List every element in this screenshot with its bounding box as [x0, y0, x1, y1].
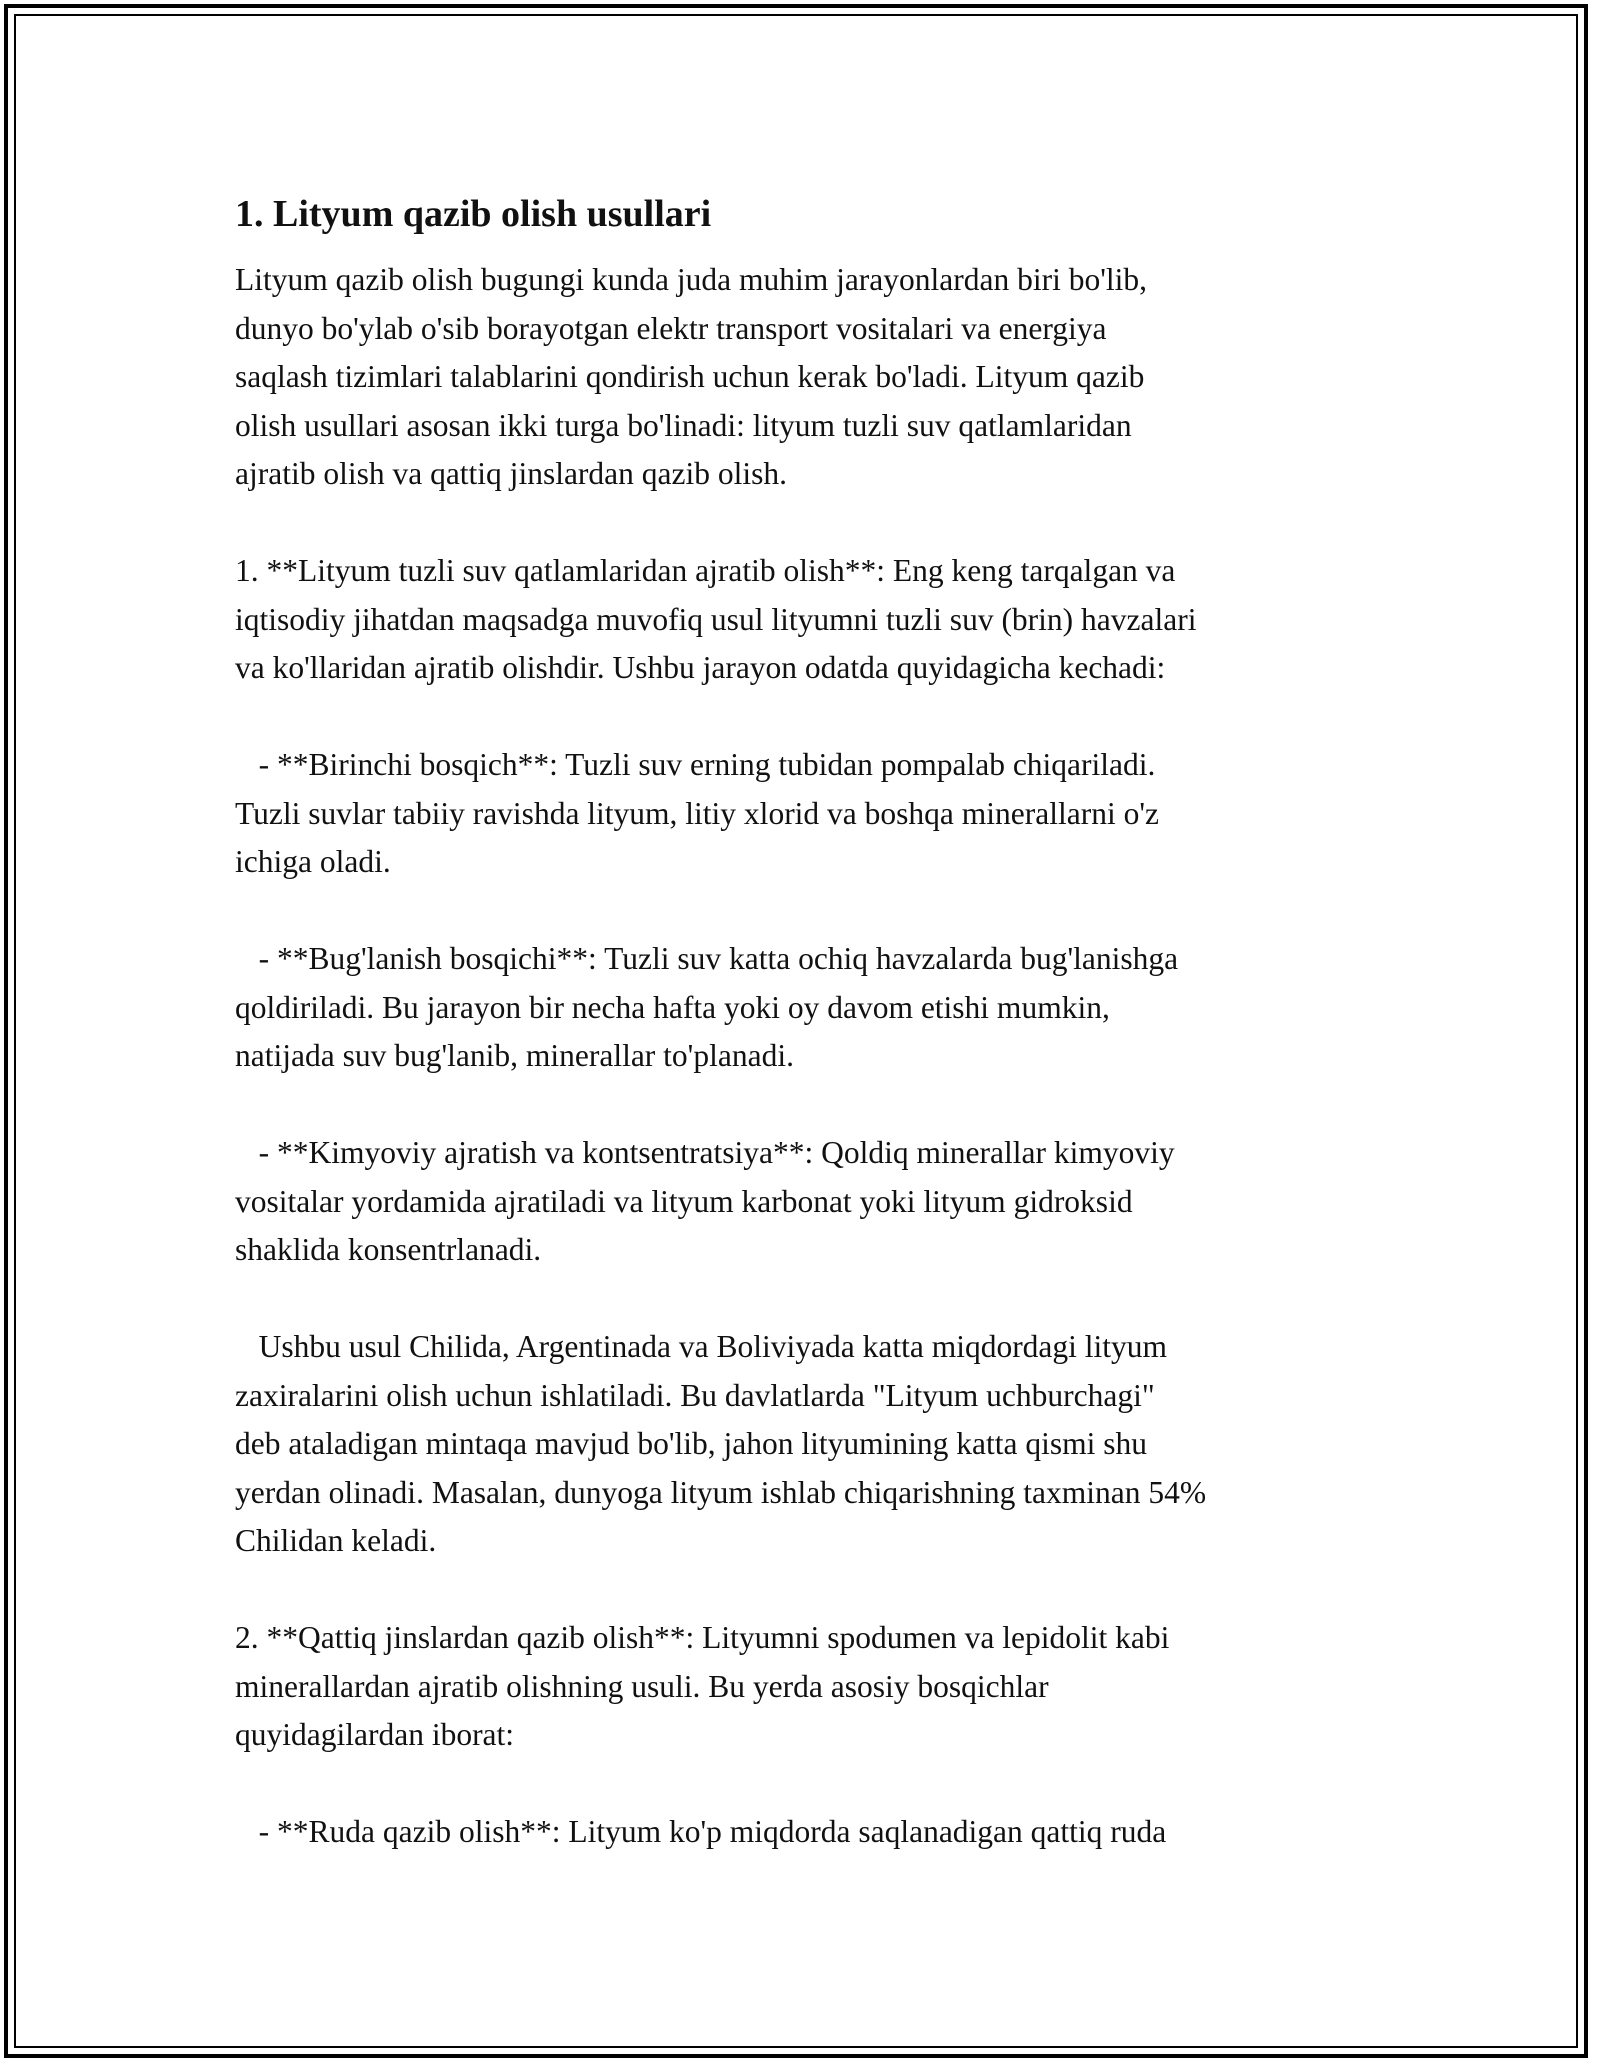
text-line: Chilidan keladi. [235, 1523, 437, 1558]
paragraph [235, 935, 1385, 1081]
text-line: - **Bug'lanish bosqichi**: Tuzli suv katta ochiq havzalarda bug'lanishga [235, 941, 1179, 976]
paragraph [235, 1323, 1385, 1566]
paragraph [235, 1129, 1385, 1275]
text-line: Tuzli suvlar tabiiy ravishda lityum, litiy xlorid va boshqa minerallarni o'z [235, 795, 1159, 831]
text-line: ichiga oladi. [235, 844, 391, 879]
text-line: Lityum qazib olish bugungi kunda juda muhim jarayonlardan biri bo'lib, [235, 262, 1148, 297]
text-line: qoldiriladi. Bu jarayon bir necha hafta yoki oy davom etishi mumkin, [235, 989, 1110, 1025]
text-line: dunyo bo'ylab o'sib borayotgan elektr transport vositalari va energiya [235, 310, 1107, 346]
paragraph [235, 741, 1385, 887]
text-line: 1. **Lityum tuzli suv qatlamlaridan ajratib olish**: Eng keng tarqalgan va [235, 553, 1176, 588]
text-line: saqlash tizimlari talablarini qondirish uchun kerak bo'ladi. Lityum qazib [235, 359, 1145, 394]
paragraph [235, 1614, 1385, 1760]
paragraph [235, 547, 1385, 693]
text-line: 2. **Qattiq jinslardan qazib olish**: Lityumni spodumen va lepidolit kabi [235, 1620, 1170, 1655]
text-line: ajratib olish va qattiq jinslardan qazib olish. [235, 456, 788, 491]
text-line: quyidagilardan iborat: [235, 1717, 515, 1752]
text-line: iqtisodiy jihatdan maqsadga muvofiq usul lityumni tuzli suv (brin) havzalari [235, 601, 1197, 637]
text-line: - **Kimyoviy ajratish va kontsentratsiya**: Qoldiq minerallar kimyoviy [235, 1135, 1175, 1170]
text-line: - **Birinchi bosqich**: Tuzli suv erning tubidan pompalab chiqariladi. [235, 747, 1156, 782]
text-line: Ushbu usul Chilida, Argentinada va Boliviyada katta miqdordagi lityum [235, 1329, 1168, 1364]
text-line: va ko'llaridan ajratib olishdir. Ushbu jarayon odatda quyidagicha kechadi: [235, 650, 1166, 685]
text-line: natijada suv bug'lanib, minerallar to'planadi. [235, 1038, 794, 1073]
text-line: olish usullari asosan ikki turga bo'linadi: lityum tuzli suv qatlamlaridan [235, 407, 1132, 443]
text-line: minerallardan ajratib olishning usuli. Bu yerda asosiy bosqichlar [235, 1668, 1049, 1704]
section-heading: 1. Lityum qazib olish usullari [235, 193, 712, 235]
text-line: zaxiralarini olish uchun ishlatiladi. Bu davlatlarda "Lityum uchburchagi" [235, 1377, 1155, 1413]
paragraph-list [235, 256, 1385, 1857]
paragraph [235, 1808, 1385, 1857]
text-line: vositalar yordamida ajratiladi va lityum karbonat yoki lityum gidroksid [235, 1183, 1133, 1219]
document-body [235, 188, 1385, 1905]
text-line: - **Ruda qazib olish**: Lityum ko'p miqdorda saqlanadigan qattiq ruda [235, 1814, 1167, 1849]
text-line: yerdan olinadi. Masalan, dunyoga lityum ishlab chiqarishning taxminan 54% [235, 1474, 1207, 1510]
text-line: shaklida konsentrlanadi. [235, 1232, 542, 1267]
text-line: deb ataladigan mintaqa mavjud bo'lib, jahon lityumining katta qismi shu [235, 1426, 1148, 1461]
paragraph [235, 256, 1385, 499]
